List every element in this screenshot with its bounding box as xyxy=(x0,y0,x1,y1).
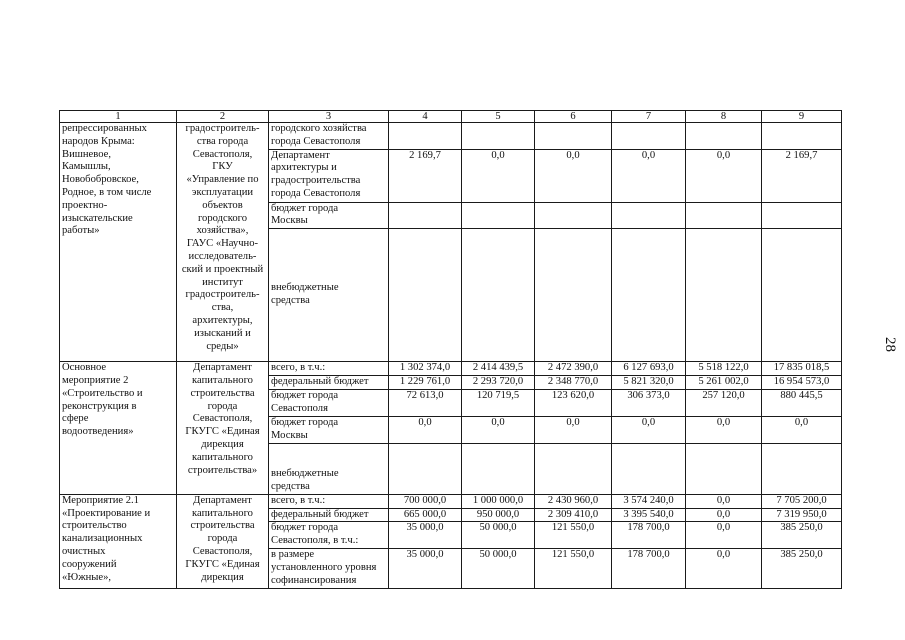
value-cell: 2 430 960,0 xyxy=(535,494,612,508)
value-cell: 2 472 390,0 xyxy=(535,362,612,376)
value-cell xyxy=(389,202,462,229)
value-cell: 0,0 xyxy=(762,416,842,443)
value-cell xyxy=(389,443,462,494)
value-cell: 385 250,0 xyxy=(762,522,842,549)
value-cell: 5 518 122,0 xyxy=(686,362,762,376)
value-cell: 5 261 002,0 xyxy=(686,375,762,389)
executor-name: Департамент капитального строительства города Севастополя, ГКУГС «Единая дирекция xyxy=(177,494,269,589)
value-cell: 2 348 770,0 xyxy=(535,375,612,389)
value-cell xyxy=(535,443,612,494)
value-cell: 16 954 573,0 xyxy=(762,375,842,389)
page-number: 28 xyxy=(882,337,898,352)
funding-source: в размере установленного уровня софинансирования xyxy=(269,549,389,589)
header-cell: 2 xyxy=(177,111,269,123)
funding-source: федеральный бюджет xyxy=(269,508,389,522)
header-cell: 1 xyxy=(60,111,177,123)
value-cell xyxy=(612,123,686,150)
funding-source: бюджет города Севастополя xyxy=(269,389,389,416)
value-cell: 2 293 720,0 xyxy=(462,375,535,389)
value-cell: 2 309 410,0 xyxy=(535,508,612,522)
funding-source: всего, в т.ч.: xyxy=(269,494,389,508)
value-cell: 6 127 693,0 xyxy=(612,362,686,376)
value-cell xyxy=(535,202,612,229)
value-cell xyxy=(686,123,762,150)
value-cell: 665 000,0 xyxy=(389,508,462,522)
value-cell: 121 550,0 xyxy=(535,522,612,549)
value-cell xyxy=(462,202,535,229)
value-cell: 35 000,0 xyxy=(389,522,462,549)
value-cell xyxy=(686,443,762,494)
value-cell: 7 705 200,0 xyxy=(762,494,842,508)
value-cell xyxy=(762,229,842,362)
value-cell: 5 821 320,0 xyxy=(612,375,686,389)
value-cell xyxy=(686,229,762,362)
value-cell: 7 319 950,0 xyxy=(762,508,842,522)
value-cell xyxy=(762,202,842,229)
value-cell xyxy=(762,443,842,494)
measure-name: Основное мероприятие 2 «Строительство и реконструкция в сфере водоотведения» xyxy=(60,362,177,495)
value-cell xyxy=(762,123,842,150)
value-cell xyxy=(462,229,535,362)
executor-name: градостроитель- ства города Севастополя, ГКУ «Управление по эксплуатации объектов городского хозяйства», ГАУС «Научно- исследователь- ский и проектный институт градостроитель- ства, архитектуры, изысканий и среды» xyxy=(177,123,269,362)
value-cell xyxy=(462,123,535,150)
value-cell xyxy=(535,123,612,150)
value-cell: 50 000,0 xyxy=(462,522,535,549)
value-cell: 3 574 240,0 xyxy=(612,494,686,508)
executor-name: Департамент капитального строительства города Севастополя, ГКУГС «Единая дирекция капитального строительства» xyxy=(177,362,269,495)
value-cell: 0,0 xyxy=(462,149,535,202)
header-cell: 7 xyxy=(612,111,686,123)
value-cell: 0,0 xyxy=(462,416,535,443)
value-cell: 880 445,5 xyxy=(762,389,842,416)
header-cell: 3 xyxy=(269,111,389,123)
value-cell: 385 250,0 xyxy=(762,549,842,589)
funding-source: внебюджетные средства xyxy=(269,229,389,362)
funding-source: Департамент архитектуры и градостроительства города Севастополя xyxy=(269,149,389,202)
header-cell: 5 xyxy=(462,111,535,123)
value-cell: 0,0 xyxy=(686,494,762,508)
funding-source: федеральный бюджет xyxy=(269,375,389,389)
funding-source: всего, в т.ч.: xyxy=(269,362,389,376)
value-cell: 17 835 018,5 xyxy=(762,362,842,376)
header-cell: 8 xyxy=(686,111,762,123)
value-cell: 257 120,0 xyxy=(686,389,762,416)
table-row xyxy=(60,123,842,150)
value-cell: 123 620,0 xyxy=(535,389,612,416)
value-cell: 0,0 xyxy=(535,416,612,443)
value-cell: 950 000,0 xyxy=(462,508,535,522)
header-cell: 6 xyxy=(535,111,612,123)
value-cell: 1 000 000,0 xyxy=(462,494,535,508)
value-cell: 178 700,0 xyxy=(612,522,686,549)
value-cell: 306 373,0 xyxy=(612,389,686,416)
funding-source: бюджет города Севастополя, в т.ч.: xyxy=(269,522,389,549)
value-cell: 0,0 xyxy=(686,416,762,443)
value-cell: 178 700,0 xyxy=(612,549,686,589)
value-cell: 1 302 374,0 xyxy=(389,362,462,376)
value-cell xyxy=(686,202,762,229)
value-cell: 72 613,0 xyxy=(389,389,462,416)
funding-source: бюджет города Москвы xyxy=(269,416,389,443)
value-cell: 0,0 xyxy=(686,549,762,589)
value-cell: 1 229 761,0 xyxy=(389,375,462,389)
value-cell xyxy=(389,229,462,362)
table-row xyxy=(60,362,842,376)
value-cell: 120 719,5 xyxy=(462,389,535,416)
header-cell: 9 xyxy=(762,111,842,123)
value-cell: 50 000,0 xyxy=(462,549,535,589)
funding-source: городского хозяйства города Севастополя xyxy=(269,123,389,150)
header-row xyxy=(60,111,842,123)
measure-name: Мероприятие 2.1 «Проектирование и строительство канализационных очистных сооружений «Южные», xyxy=(60,494,177,589)
value-cell: 2 414 439,5 xyxy=(462,362,535,376)
value-cell: 0,0 xyxy=(535,149,612,202)
funding-table xyxy=(59,110,842,589)
value-cell: 700 000,0 xyxy=(389,494,462,508)
value-cell: 2 169,7 xyxy=(762,149,842,202)
header-cell: 4 xyxy=(389,111,462,123)
measure-name: репрессированных народов Крыма: Вишневое, Камышлы, Новобобровское, Родное, в том числе проектно- изыскательские работы» xyxy=(60,123,177,362)
value-cell: 0,0 xyxy=(686,508,762,522)
value-cell xyxy=(612,202,686,229)
value-cell: 121 550,0 xyxy=(535,549,612,589)
value-cell: 0,0 xyxy=(686,522,762,549)
value-cell xyxy=(612,229,686,362)
value-cell xyxy=(612,443,686,494)
value-cell xyxy=(389,123,462,150)
value-cell: 0,0 xyxy=(612,149,686,202)
value-cell xyxy=(535,229,612,362)
value-cell xyxy=(462,443,535,494)
funding-source: бюджет города Москвы xyxy=(269,202,389,229)
value-cell: 35 000,0 xyxy=(389,549,462,589)
value-cell: 2 169,7 xyxy=(389,149,462,202)
value-cell: 0,0 xyxy=(686,149,762,202)
value-cell: 0,0 xyxy=(612,416,686,443)
table-row xyxy=(60,494,842,508)
value-cell: 0,0 xyxy=(389,416,462,443)
funding-source: внебюджетные средства xyxy=(269,443,389,494)
value-cell: 3 395 540,0 xyxy=(612,508,686,522)
